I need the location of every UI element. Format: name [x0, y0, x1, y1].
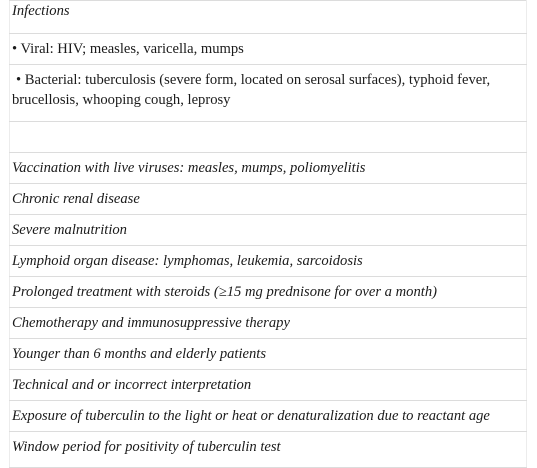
table-cell-window-period: Window period for positivity of tuberculin test	[10, 432, 527, 468]
table-row	[10, 153, 527, 184]
table-row	[10, 215, 527, 246]
table-row	[10, 184, 527, 215]
table-cell-malnutrition: Severe malnutrition	[10, 215, 527, 246]
table-cell-lymphoid: Lymphoid organ disease: lymphomas, leukemia, sarcoidosis	[10, 246, 527, 277]
table-row	[10, 370, 527, 401]
table-cell-empty	[10, 122, 527, 153]
table-cell-exposure: Exposure of tuberculin to the light or heat or denaturalization due to reactant age	[10, 401, 527, 432]
table-cell-steroids: Prolonged treatment with steroids (≥15 mg prednisone for over a month)	[10, 277, 527, 308]
table-cell-age: Younger than 6 months and elderly patients	[10, 339, 527, 370]
table-row	[10, 339, 527, 370]
table-row	[10, 34, 527, 65]
table-row	[10, 401, 527, 432]
table-cell-vaccination: Vaccination with live viruses: measles, mumps, poliomyelitis	[10, 153, 527, 184]
table-cell-technical: Technical and or incorrect interpretation	[10, 370, 527, 401]
table-row-empty	[10, 122, 527, 153]
table-cell-renal: Chronic renal disease	[10, 184, 527, 215]
bacterial-text: • Bacterial: tuberculosis (severe form, located on serosal surfaces), typhoid fever, brucellosis, whooping cough, leprosy	[12, 72, 491, 108]
table-row	[10, 308, 527, 339]
table-cell-chemotherapy: Chemotherapy and immunosuppressive therapy	[10, 308, 527, 339]
table-cell-viral: • Viral: HIV; measles, varicella, mumps	[10, 34, 527, 65]
table-row	[10, 1, 527, 34]
table-row	[10, 246, 527, 277]
table-cell-bacterial	[10, 65, 527, 122]
table-row	[10, 65, 527, 122]
conditions-table	[9, 0, 527, 468]
table-cell-infections: Infections	[10, 1, 527, 34]
table-row	[10, 432, 527, 468]
table-row	[10, 277, 527, 308]
